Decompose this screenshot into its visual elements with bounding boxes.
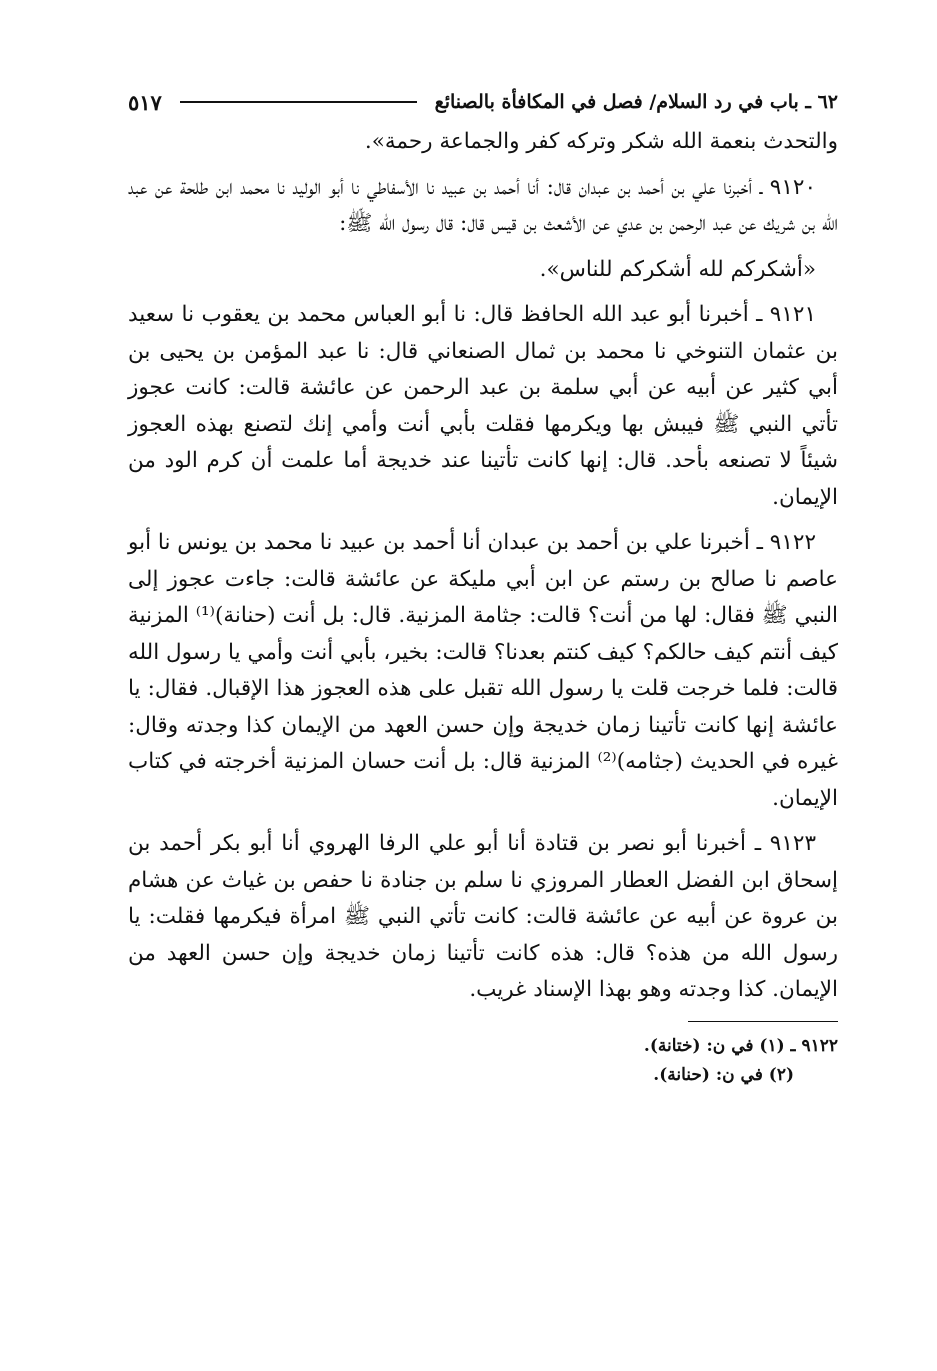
- hadith-9122: ٩١٢٢ ـ أخبرنا علي بن أحمد بن عبدان أنا أحمد بن عبيد نا محمد بن يونس نا أبو عاصم نا صالح بن رستم عن ابن أبي مليكة عن عائشة قالت: جاءت عجوز إلى النبي ﷺ فقال: لها من أنت؟ قالت: جثامة المزنية. قال: بل أنت (حنانة)⁽¹⁾ المزنية كيف أنتم كيف حالكم؟ كيف كنتم بعدنا؟ قالت: بخير، بأبي أنت وأمي يا رسول الله قالت: فلما خرجت قلت يا رسول الله تقبل على هذه العجوز هذا الإقبال. فقال: يا عائشة إنها كانت تأتينا زمان خديجة وإن حسن العهد من الإيمان كذا وجدته وقال: غيره في الحديث (جثامه)⁽²⁾ المزنية قال: بل أنت حسان المزنية أخرجته في كتاب الإيمان.: [128, 530, 838, 811]
- hadith-9120-quote: «أشكركم لله أشكركم للناس».: [539, 256, 816, 282]
- chapter-title: ٦٢ ـ باب في رد السلام/ فصل في المكافأة بالصنائع: [434, 91, 838, 113]
- hadith-9123: ٩١٢٣ ـ أخبرنا أبو نصر بن قتادة أنا أبو علي الرفا الهروي أنا أبو بكر أحمد بن إسحاق ابن الفضل العطار المروزي نا سلم بن جنادة نا حفص بن غياث عن هشام بن عروة عن أبيه عن عائشة قالت: كانت تأتي النبي ﷺ امرأة فيكرمها فقلت: يا رسول الله من هذه؟ قال: هذه كانت تأتينا زمان خديجة وإن حسن العهد من الإيمان. كذا وجدته وهو بهذا الإسناد غريب.: [128, 831, 838, 1002]
- hadith-9121: ٩١٢١ ـ أخبرنا أبو عبد الله الحافظ قال: نا أبو العباس محمد بن يعقوب نا سعيد بن عثمان التنوخي نا محمد بن ثمال الصنعاني قال: نا عبد المؤمن بن يحيى بن أبي كثير عن أبيه عن أبي سلمة بن عبد الرحمن عن عائشة قالت: كانت عجوز تأتي النبي ﷺ فيبش بها ويكرمها فقلت بأبي أنت وأمي إنك لتصنع بهذه العجوز شيئاً لا تصنعه بأحد. قال: إنها كانت تأتينا عند خديجة أما علمت أن كرم الود من الإيمان.: [128, 302, 838, 510]
- running-header: [128, 84, 838, 120]
- footnote-2: (٢) في ن: (حنانة).: [653, 1064, 794, 1085]
- header-rule: [180, 101, 417, 103]
- hadith-9120: ٩١٢٠ ـ أخبرنا علي بن أحمد بن عبدان قال: أنا أحمد بن عبيد نا الأسفاطي نا أبو الوليد نا محمد ابن طلحة عن عبد الله بن شريك عن عبد الرحمن بن عدي عن الأشعث بن قيس قال: قال رسول الله ﷺ:: [128, 174, 838, 236]
- footnote-1: ٩١٢٢ ـ (١) في ن: (ختانة).: [643, 1035, 838, 1056]
- book-page: [128, 84, 838, 1090]
- footnotes: [128, 1032, 838, 1090]
- paragraph-continuation: والتحدث بنعمة الله شكر وتركه كفر والجماعة رحمة».: [364, 129, 838, 154]
- footnote-separator: [688, 1021, 838, 1022]
- main-text: [128, 124, 838, 1009]
- page-number: ٥١٧: [128, 89, 162, 115]
